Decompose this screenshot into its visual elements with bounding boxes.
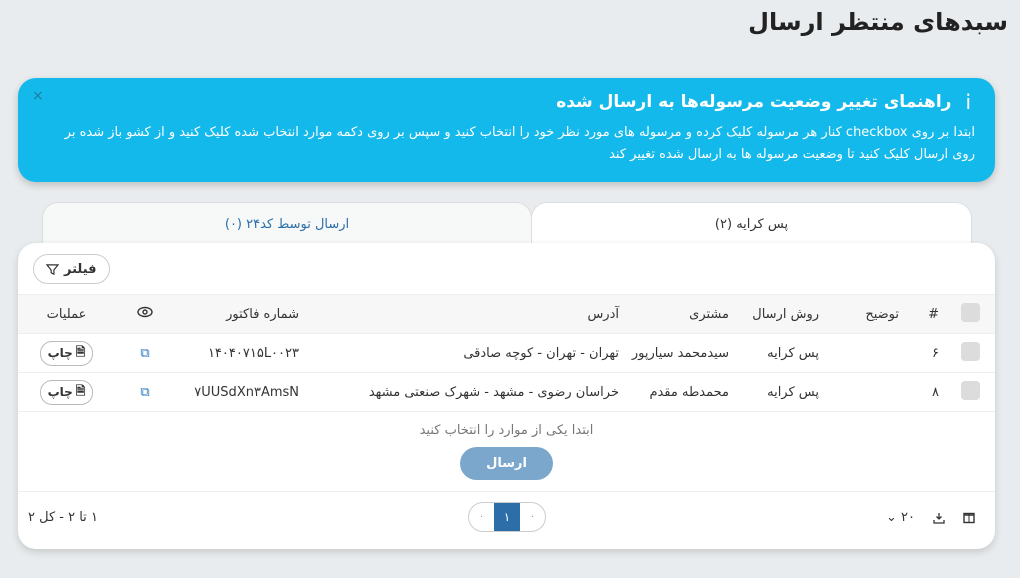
alert-body: ابتدا بر روی checkbox کنار هر مرسوله کلیک کرده و مرسوله های مورد نظر خود را انتخاب کنید و سپس بر روی دکمه موارد انتخاب شده کلیک کنید و از کشو باز شده بر روی ارسال کلیک کنید تا وضعیت مرسوله ها به ارسال شده تغییر کند [64,125,975,162]
row-method: پس کرایه [735,334,825,373]
col-desc: توضیح [825,295,905,334]
row-invoice: ۷UUSdXn۳AmsN [175,373,305,412]
next-page-button[interactable]: ۰ [530,512,535,522]
columns-icon[interactable] [963,512,975,524]
copy-icon[interactable]: ⧉ [140,384,150,400]
row-customer: سیدمحمد سیارپور [625,334,735,373]
row-method: پس کرایه [735,373,825,412]
shipments-table [18,294,995,412]
table-footer [18,491,995,549]
shipments-card [18,243,995,549]
row-invoice: ۱۴۰۴۰۷۱۵L۰۰۲۳ [175,334,305,373]
filter-button[interactable] [33,254,110,284]
row-desc [825,334,905,373]
tab-code24[interactable]: ارسال توسط کد۲۴ (۰) [42,202,532,246]
row-desc [825,373,905,412]
pagination [468,502,546,532]
col-customer: مشتری [625,295,735,334]
row-customer: محمدطه مقدم [625,373,735,412]
prev-page-button[interactable]: ۰ [479,512,484,522]
select-all-checkbox[interactable] [961,303,980,322]
print-label: چاپ [47,385,73,399]
close-icon[interactable]: × [32,88,44,104]
page-size-select[interactable] [886,510,915,525]
row-address: خراسان رضوی - مشهد - شهرک صنعتی مشهد [305,373,625,412]
col-invoice: شماره فاکتور [175,295,305,334]
page-size-value: ۲۰ [901,510,915,525]
file-icon: 🗎 [75,344,86,359]
table-row [18,373,995,412]
row-num: ۸ [905,373,945,412]
row-checkbox[interactable] [961,381,980,400]
col-num: # [905,295,945,334]
alert-title: راهنمای تغییر وضعیت مرسوله‌ها به ارسال شده [556,92,952,112]
send-button[interactable]: ارسال [460,447,553,480]
filter-icon [46,263,59,276]
record-count: ۱ تا ۲ - کل ۲ [28,510,98,525]
col-method: روش ارسال [735,295,825,334]
download-icon[interactable] [933,512,945,524]
eye-icon[interactable] [137,306,153,318]
file-icon: 🗎 [75,383,86,398]
selection-hint: ابتدا یکی از موارد را انتخاب کنید [419,423,594,438]
help-alert [18,78,995,182]
print-button[interactable] [40,341,94,366]
col-actions: عملیات [18,295,115,334]
col-address: آدرس [305,295,625,334]
print-button[interactable] [40,380,94,405]
page-title: سبدهای منتظر ارسال [748,8,1008,36]
row-checkbox[interactable] [961,342,980,361]
filter-label: فیلتر [64,261,97,277]
row-num: ۶ [905,334,945,373]
chevron-down-icon: ⌄ [885,510,897,525]
info-icon: i [965,90,971,114]
table-row [18,334,995,373]
copy-icon[interactable]: ⧉ [140,345,150,361]
tab-post-paid[interactable]: پس کرایه (۲) [531,202,972,246]
current-page[interactable]: ۱ [494,503,520,531]
row-address: تهران - تهران - کوچه صادقی [305,334,625,373]
print-label: چاپ [47,346,73,360]
